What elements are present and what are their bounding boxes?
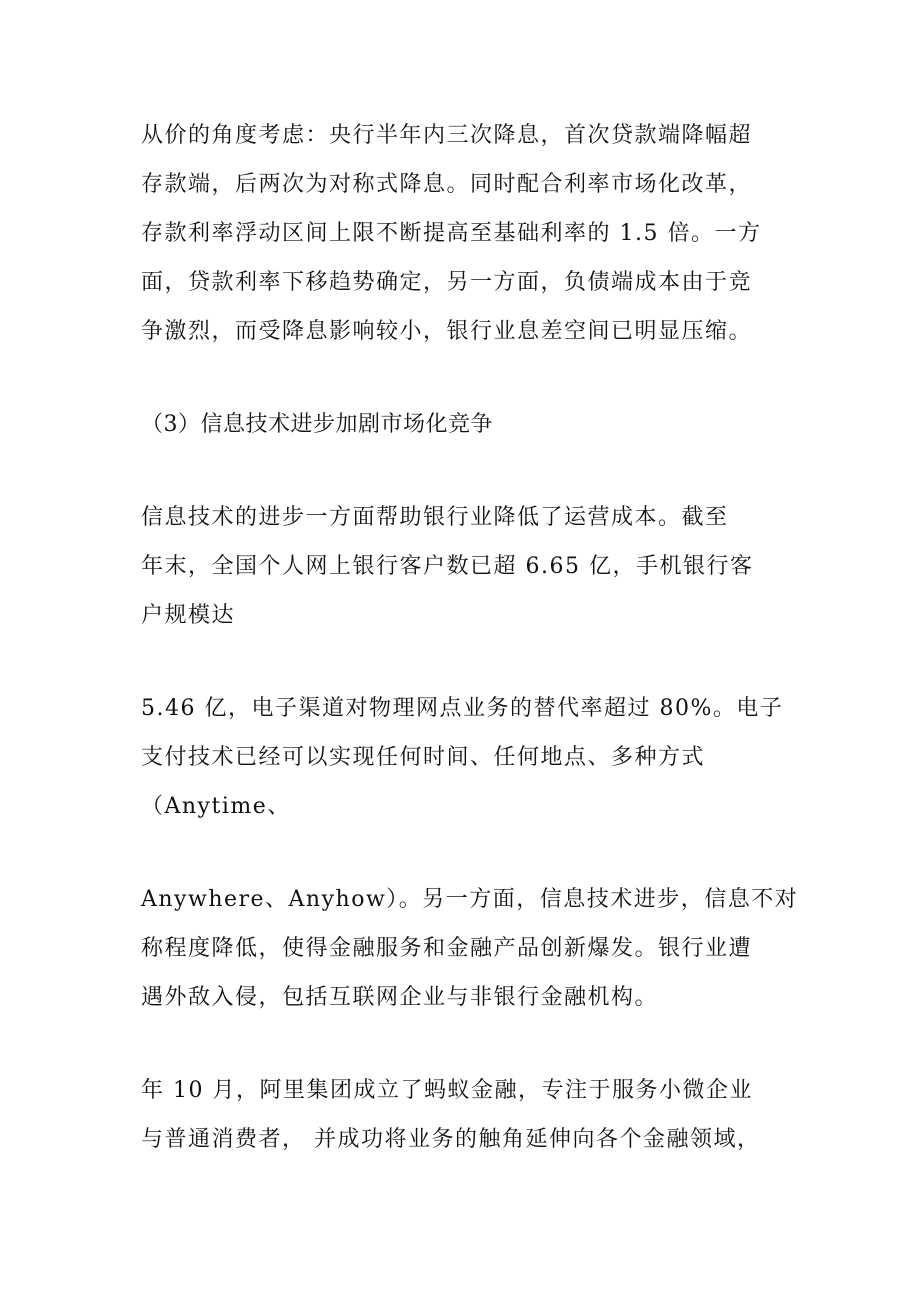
text-line: 存款利率浮动区间上限不断提高至基础利率的 1.5 倍。一方: [141, 221, 762, 246]
text-line: 争激烈，而受降息影响较小，银行业息差空间已明显压缩。: [141, 319, 753, 344]
text-line: 5.46 亿，电子渠道对物理网点业务的替代率超过 80%。电子: [141, 696, 784, 721]
text-line: 称程度降低，使得金融服务和金融产品创新爆发。银行业遭: [141, 936, 753, 961]
text-line: 信息技术的进步一方面帮助银行业降低了运营成本。截至: [141, 505, 729, 530]
text-line: 户规模达: [141, 603, 236, 628]
text-line: 存款端，后两次为对称式降息。同时配合利率市场化改革，: [141, 172, 753, 197]
text-line: 年 10 月，阿里集团成立了蚂蚁金融，专注于服务小微企业: [141, 1078, 753, 1103]
text-line: 年末，全国个人网上银行客户数已超 6.65 亿，手机银行客: [141, 554, 754, 579]
section-heading: （3）信息技术进步加剧市场化竞争: [141, 412, 493, 437]
text-line: 从价的角度考虑：央行半年内三次降息，首次贷款端降幅超: [141, 123, 753, 148]
text-line: 与普通消费者， 并成功将业务的触角延伸向各个金融领域，: [141, 1127, 761, 1152]
text-line: 支付技术已经可以实现任何时间、任何地点、多种方式: [141, 745, 706, 770]
text-line: （Anytime、: [141, 794, 291, 819]
text-line: 面，贷款利率下移趋势确定，另一方面，负债端成本由于竞: [141, 270, 753, 295]
text-line: 遇外敌入侵，包括互联网企业与非银行金融机构。: [141, 985, 659, 1010]
text-line: Anywhere、Anyhow）。另一方面，信息技术进步，信息不对: [141, 887, 799, 912]
